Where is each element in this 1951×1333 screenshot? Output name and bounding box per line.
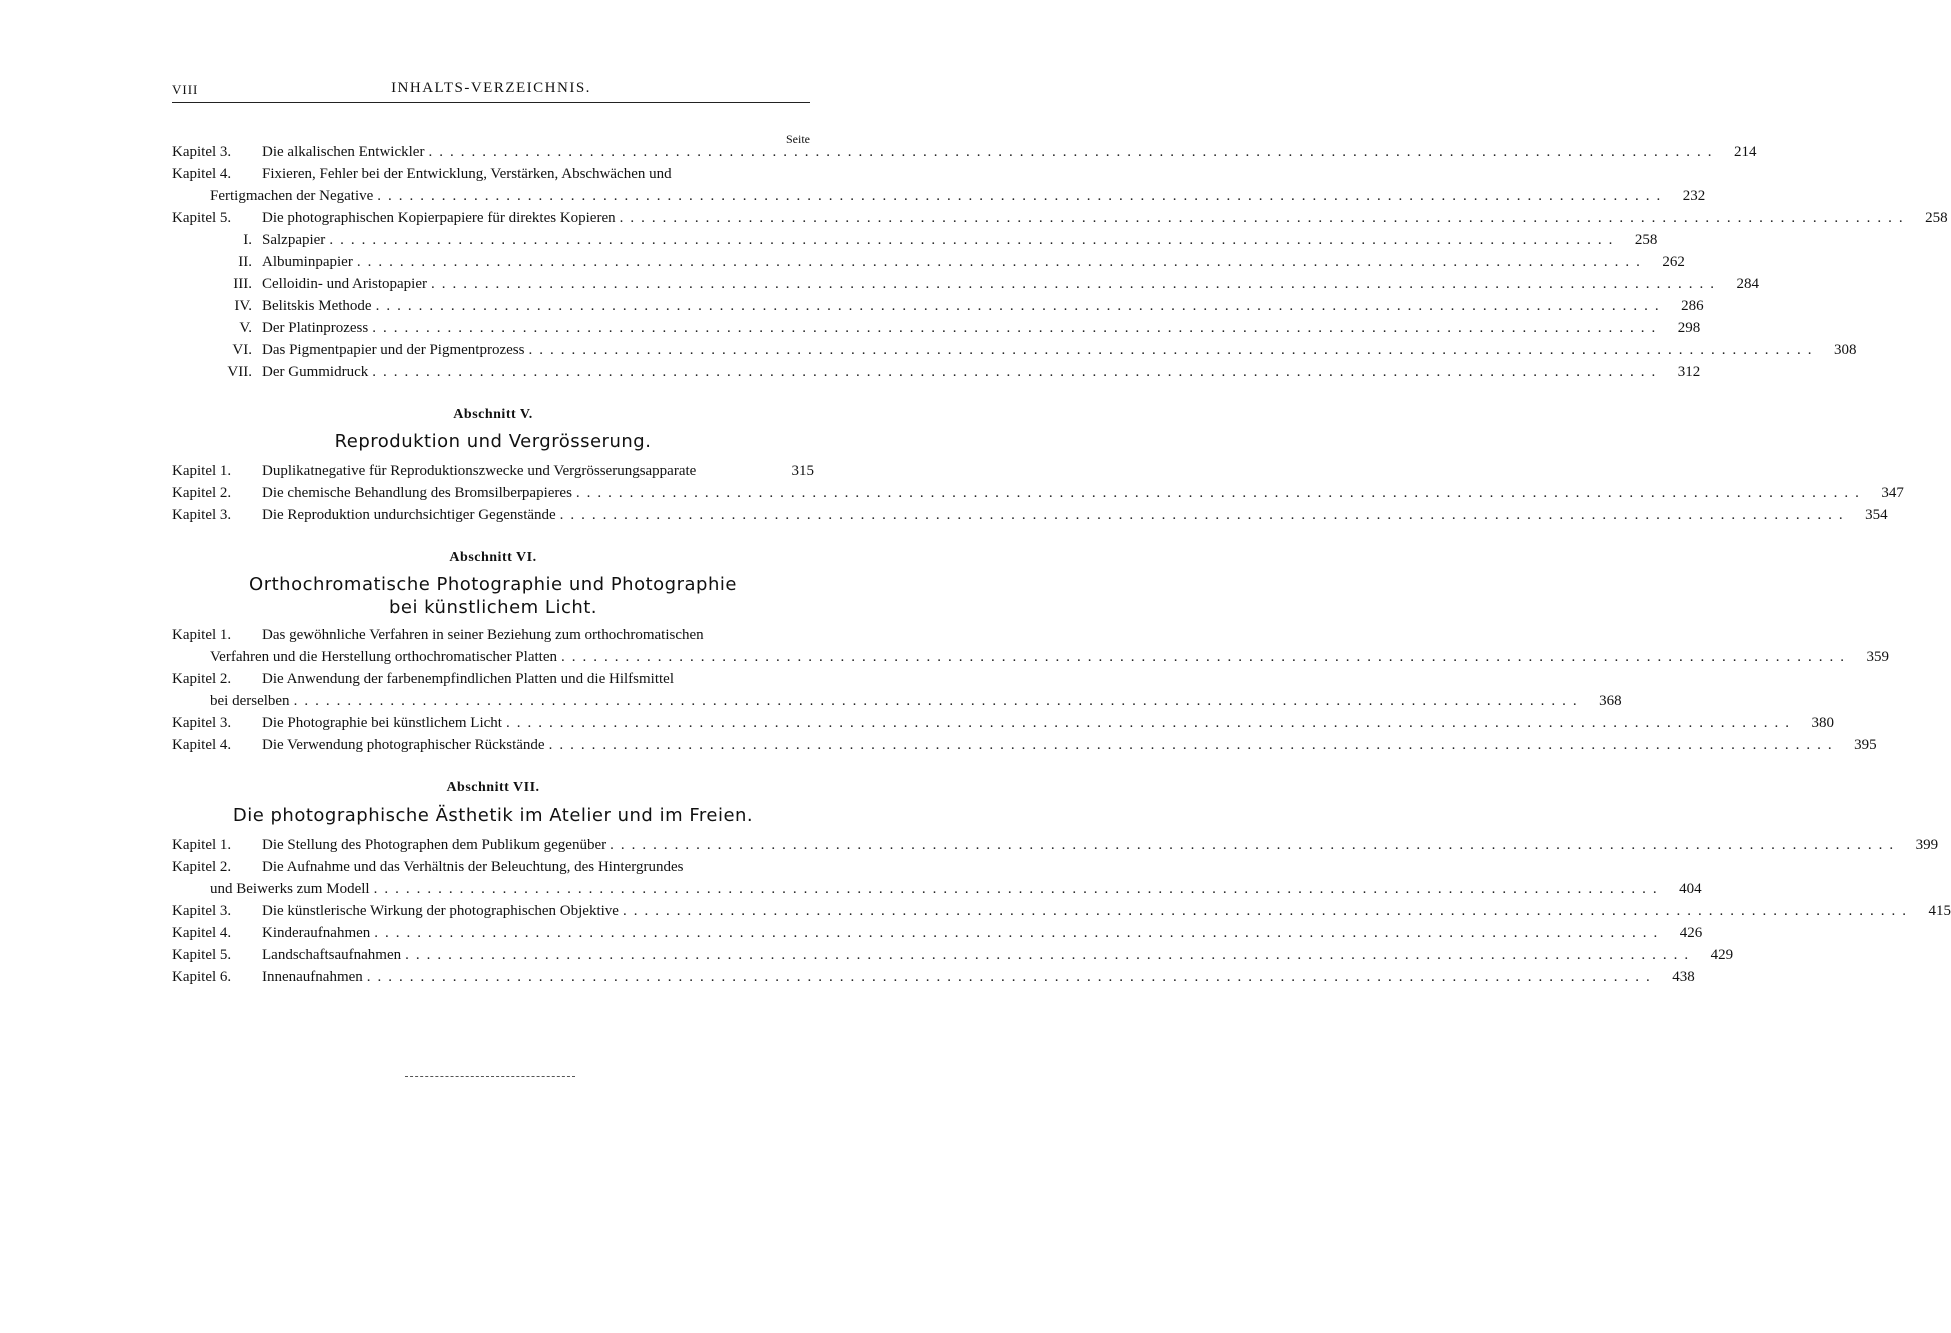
section-title: Die photographische Ästhetik im Atelier und im Freien. <box>232 805 754 826</box>
leader-dots: ........................................................................................................................ <box>575 485 1866 501</box>
page-ref: 258 <box>1925 210 1948 226</box>
chapter-label: Kapitel 4. <box>172 737 232 753</box>
entry-title: Die künstlerische Wirkung der photographischen Objektive <box>262 903 619 919</box>
page-ref: 429 <box>1710 947 1734 963</box>
page-ref: 368 <box>1599 693 1622 709</box>
entry-title: Die Aufnahme und das Verhältnis der Beleuchtung, des Hintergrundes <box>262 859 684 875</box>
chapter-label: Kapitel 5. <box>172 947 232 963</box>
page-ref: 286 <box>1681 298 1704 314</box>
page-ref: 214 <box>1733 144 1757 160</box>
entry-title-continued: und Beiwerks zum Modell <box>210 881 370 897</box>
section-title-line-1: Orthochromatische Photographie und Photographie <box>249 574 737 595</box>
toc-entry-continuation <box>172 649 1889 671</box>
page-ref: 315 <box>791 463 814 479</box>
leader-dots: ........................................................................................................................ <box>377 188 1668 204</box>
toc-subentry <box>172 232 1658 254</box>
page-ref: 262 <box>1662 254 1685 270</box>
entry-title: Landschaftsaufnahmen <box>262 947 402 963</box>
toc-entry-continuation <box>172 881 1702 903</box>
leader-dots: ........................................................................................................................ <box>548 737 1839 753</box>
toc-entry <box>172 925 1703 947</box>
leader-dots: ........................................................................................................................ <box>372 364 1663 380</box>
toc-entry <box>172 671 814 693</box>
page-ref: 258 <box>1634 232 1658 248</box>
entry-title: Das gewöhnliche Verfahren in seiner Beziehung zum orthochromatischen <box>262 627 704 643</box>
leader-dots: ........................................................................................................................ <box>293 693 1584 709</box>
page-ref: 415 <box>1928 903 1951 919</box>
page-ref: 284 <box>1736 276 1759 292</box>
leader-dots: ........................................................................................................................ <box>619 210 1910 226</box>
chapter-label: Kapitel 2. <box>172 859 232 875</box>
toc-entry <box>172 837 1939 859</box>
entry-title: Die chemische Behandlung des Bromsilberpapieres <box>262 485 572 501</box>
page-ref: 347 <box>1881 485 1904 501</box>
entry-title: Die Reproduktion undurchsichtiger Gegenstände <box>262 507 556 523</box>
entry-title: Duplikatnegative für Reproduktionszwecke und Vergrösserungsapparate <box>262 463 697 479</box>
chapter-label: Kapitel 2. <box>172 485 232 501</box>
leader-dots: ........................................................................................................................ <box>559 507 1850 523</box>
page-ref: 404 <box>1679 881 1702 897</box>
roman-numeral: V. <box>239 320 252 336</box>
chapter-label: Kapitel 3. <box>172 507 232 523</box>
entry-title: Fixieren, Fehler bei der Entwicklung, Verstärken, Abschwächen und <box>262 166 672 182</box>
page-column-label: Seite <box>786 132 810 146</box>
leader-dots: ........................................................................................................................ <box>366 969 1657 985</box>
leader-dots: ........................................................................................................................ <box>528 342 1819 358</box>
page-ref: 395 <box>1854 737 1877 753</box>
toc-entry <box>172 715 1834 737</box>
chapter-label: Kapitel 6. <box>172 969 232 985</box>
page-header <box>172 80 810 103</box>
leader-dots: ........................................................................................................................ <box>372 320 1663 336</box>
chapter-label: Kapitel 3. <box>172 903 232 919</box>
chapter-label: Kapitel 2. <box>172 671 232 687</box>
leader-dots: ........................................................................................................................ <box>560 649 1851 665</box>
leader-dots: ........................................................................................................................ <box>329 232 1620 248</box>
page-ref: 359 <box>1866 649 1889 665</box>
leader-dots: ........................................................................................................................ <box>356 254 1647 270</box>
toc-entry <box>172 627 814 649</box>
section-heading: Abschnitt V. <box>453 407 533 422</box>
chapter-label: Kapitel 3. <box>172 715 232 731</box>
toc-subentry <box>172 364 1701 386</box>
leader-dots: ........................................................................................................................ <box>375 298 1666 314</box>
page-ref: 232 <box>1682 188 1706 204</box>
roman-numeral: II. <box>238 254 252 270</box>
page-ref: 399 <box>1915 837 1939 853</box>
entry-title-continued: bei derselben <box>210 693 290 709</box>
section-heading: Abschnitt VI. <box>449 550 537 565</box>
toc-subentry <box>172 254 1685 276</box>
page-ref: 426 <box>1679 925 1703 941</box>
toc-entry-continuation <box>172 693 1622 715</box>
entry-title: Kinderaufnahmen <box>262 925 371 941</box>
toc-entry <box>172 166 814 188</box>
entry-title: Die alkalischen Entwickler <box>262 144 425 160</box>
roman-numeral: I. <box>243 232 252 248</box>
chapter-label: Kapitel 1. <box>172 627 232 643</box>
entry-title: Celloidin- und Aristopapier <box>262 276 427 292</box>
page-ref: 354 <box>1865 507 1888 523</box>
section-title: Reproduktion und Vergrösserung. <box>334 431 652 452</box>
entry-title: Der Gummidruck <box>262 364 369 380</box>
toc-entry <box>172 859 814 881</box>
page-ref: 380 <box>1811 715 1834 731</box>
section-title-line-2: bei künstlichem Licht. <box>388 597 598 618</box>
entry-title: Die photographischen Kopierpapiere für direktes Kopieren <box>262 210 616 226</box>
closing-rule <box>405 1076 575 1077</box>
entry-title: Belitskis Methode <box>262 298 372 314</box>
page-ref: 438 <box>1672 969 1695 985</box>
toc-subentry <box>172 298 1704 320</box>
roman-numeral: VII. <box>227 364 252 380</box>
page-number: VIII <box>172 82 199 97</box>
section-heading: Abschnitt VII. <box>446 780 540 795</box>
chapter-label: Kapitel 4. <box>172 166 232 182</box>
entry-title: Salzpapier <box>262 232 326 248</box>
toc-entry <box>172 144 1757 166</box>
entry-title: Die Anwendung der farbenempfindlichen Platten und die Hilfsmittel <box>262 671 674 687</box>
roman-numeral: III. <box>233 276 252 292</box>
chapter-label: Kapitel 3. <box>172 144 232 160</box>
running-title: INHALTS-VERZEICHNIS. <box>391 80 591 96</box>
leader-dots: ........................................................................................................................ <box>428 144 1719 160</box>
page-ref: 298 <box>1677 320 1701 336</box>
chapter-label: Kapitel 1. <box>172 463 232 479</box>
leader-dots: ........................................................................................................................ <box>405 947 1696 963</box>
toc-subentry <box>172 276 1759 298</box>
page-ref: 308 <box>1833 342 1857 358</box>
leader-dots: ........................................................................................................................ <box>622 903 1913 919</box>
toc-entry <box>172 463 814 485</box>
entry-title-continued: Verfahren und die Herstellung orthochromatischer Platten <box>210 649 557 665</box>
toc-entry <box>172 485 1904 507</box>
leader-dots: ........................................................................................................................ <box>610 837 1901 853</box>
entry-title: Albuminpapier <box>262 254 353 270</box>
chapter-label: Kapitel 1. <box>172 837 232 853</box>
toc-subentry <box>172 342 1857 364</box>
entry-title: Das Pigmentpapier und der Pigmentprozess <box>262 342 525 358</box>
leader-dots: ........................................................................................................................ <box>430 276 1721 292</box>
page-ref: 312 <box>1677 364 1701 380</box>
entry-title: Die Verwendung photographischer Rückstände <box>262 737 545 753</box>
toc-entry <box>172 969 1695 991</box>
roman-numeral: VI. <box>232 342 252 358</box>
entry-title: Der Platinprozess <box>262 320 369 336</box>
roman-numeral: IV. <box>234 298 252 314</box>
entry-title: Die Stellung des Photographen dem Publikum gegenüber <box>262 837 607 853</box>
chapter-label: Kapitel 5. <box>172 210 232 226</box>
entry-title: Innenaufnahmen <box>262 969 363 985</box>
leader-dots: ........................................................................................................................ <box>374 925 1665 941</box>
toc-entry <box>172 947 1734 969</box>
toc-entry <box>172 507 1888 529</box>
chapter-label: Kapitel 4. <box>172 925 232 941</box>
leader-dots: ........................................................................................................................ <box>373 881 1664 897</box>
entry-title: Die Photographie bei künstlichem Licht <box>262 715 502 731</box>
leader-dots: ........................................................................................................................ <box>505 715 1796 731</box>
toc-subentry <box>172 320 1701 342</box>
entry-title-continued: Fertigmachen der Negative <box>210 188 374 204</box>
toc-entry <box>172 210 1948 232</box>
toc-entry <box>172 903 1951 925</box>
toc-entry <box>172 737 1877 759</box>
toc-entry-continuation <box>172 188 1706 210</box>
